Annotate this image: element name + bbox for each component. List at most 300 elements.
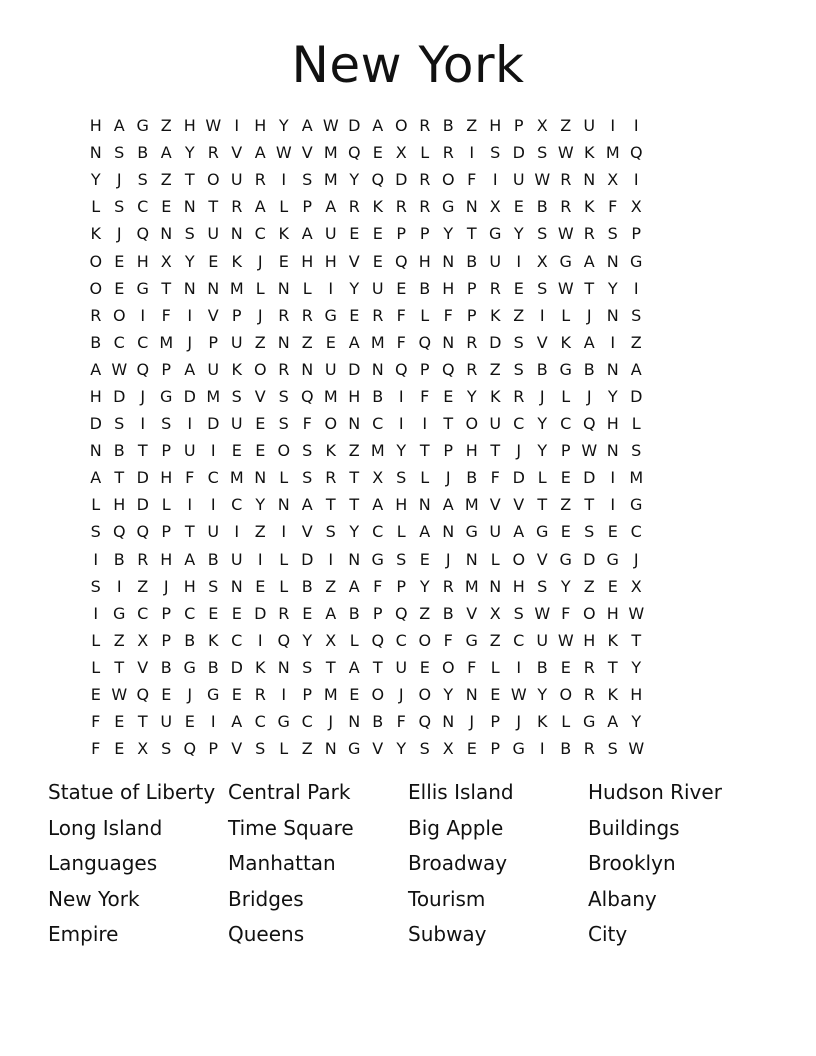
grid-letter: Q (300, 386, 314, 406)
grid-letter: L (631, 414, 641, 434)
grid-letter: I (281, 522, 287, 542)
grid-letter: D (207, 414, 220, 434)
grid-letter: A (372, 495, 384, 515)
grid-letter: C (137, 197, 149, 217)
grid-letter: A (442, 495, 454, 515)
grid-letter: E (302, 603, 313, 623)
grid-letter: R (348, 197, 360, 217)
grid-letter: Y (184, 143, 195, 163)
grid-letter: H (583, 630, 596, 650)
grid-letter: C (184, 603, 196, 623)
grid-letter: Z (160, 170, 172, 190)
grid-letter: K (372, 197, 383, 217)
grid-letter: P (161, 603, 172, 623)
grid-row (84, 329, 732, 356)
grid-letter: V (301, 143, 313, 163)
grid-letter: U (512, 170, 525, 190)
grid-letter: S (396, 468, 407, 488)
word-list-item: City (588, 922, 628, 947)
grid-letter: S (513, 332, 524, 352)
grid-letter: N (277, 495, 290, 515)
grid-letter: C (395, 630, 407, 650)
grid-letter: X (395, 143, 407, 163)
grid-letter: C (254, 224, 266, 244)
grid-letter: S (161, 414, 172, 434)
grid-letter: E (443, 386, 454, 406)
grid-letter: I (140, 305, 146, 325)
grid-letter: U (371, 278, 384, 298)
grid-letter: D (183, 386, 196, 406)
grid-letter: H (418, 251, 431, 271)
grid-letter: Y (631, 657, 642, 677)
grid-letter: C (513, 414, 525, 434)
grid-letter: Z (560, 116, 572, 136)
grid-letter: M (370, 332, 385, 352)
grid-letter: V (348, 251, 360, 271)
grid-letter: H (89, 116, 102, 136)
grid-letter: M (323, 143, 338, 163)
grid-row (84, 735, 732, 762)
grid-letter: I (210, 441, 216, 461)
grid-letter: W (557, 224, 574, 244)
grid-letter: S (114, 197, 125, 217)
grid-letter: N (230, 224, 243, 244)
grid-letter: X (630, 197, 642, 217)
grid-letter: V (301, 522, 313, 542)
grid-letter: X (137, 630, 149, 650)
grid-letter: T (137, 712, 148, 732)
grid-letter: P (466, 305, 477, 325)
grid-letter: A (90, 359, 102, 379)
grid-letter: W (111, 685, 128, 705)
grid-letter: B (207, 549, 219, 569)
grid-letter: Z (583, 576, 595, 596)
grid-letter: Y (278, 116, 289, 136)
grid-letter: U (207, 224, 220, 244)
grid-letter: L (279, 549, 289, 569)
grid-letter: Y (349, 522, 360, 542)
grid-letter: R (254, 685, 266, 705)
grid-letter: Y (537, 441, 548, 461)
grid-letter: E (114, 739, 125, 759)
grid-letter: X (536, 116, 548, 136)
grid-letter: I (610, 495, 616, 515)
grid-letter: P (490, 739, 501, 759)
grid-letter: P (513, 116, 524, 136)
grid-row (84, 112, 732, 139)
grid-letter: O (559, 685, 573, 705)
grid-letter: Q (136, 522, 150, 542)
grid-letter: J (633, 549, 639, 569)
grid-letter: A (184, 359, 196, 379)
grid-letter: G (630, 251, 643, 271)
grid-letter: B (372, 386, 384, 406)
grid-row (84, 247, 732, 274)
grid-letter: I (398, 386, 404, 406)
grid-letter: Q (394, 603, 408, 623)
grid-letter: Q (136, 359, 150, 379)
grid-letter: P (161, 630, 172, 650)
grid-letter: U (160, 712, 173, 732)
grid-letter: T (349, 468, 360, 488)
grid-letter: I (610, 116, 616, 136)
grid-letter: I (328, 278, 334, 298)
grid-letter: D (489, 332, 502, 352)
letter-grid (84, 112, 732, 762)
grid-letter: K (255, 657, 266, 677)
grid-letter: Q (371, 630, 385, 650)
grid-letter: P (208, 332, 219, 352)
grid-letter: T (184, 522, 195, 542)
grid-letter: G (559, 549, 572, 569)
grid-letter: I (422, 414, 428, 434)
grid-row (84, 600, 732, 627)
word-list-item: Manhattan (228, 851, 336, 876)
grid-letter: M (229, 278, 244, 298)
grid-letter: P (466, 278, 477, 298)
grid-letter: K (231, 251, 242, 271)
grid-letter: N (183, 278, 196, 298)
grid-letter: O (512, 549, 526, 569)
grid-letter: F (396, 332, 406, 352)
grid-letter: L (91, 657, 101, 677)
grid-letter: K (231, 359, 242, 379)
grid-letter: P (560, 441, 571, 461)
grid-letter: N (324, 739, 337, 759)
grid-letter: Y (184, 251, 195, 271)
grid-letter: F (91, 739, 101, 759)
grid-letter: S (396, 549, 407, 569)
grid-letter: M (323, 170, 338, 190)
grid-letter: G (606, 549, 619, 569)
grid-letter: R (442, 143, 454, 163)
grid-letter: N (277, 278, 290, 298)
grid-letter: V (137, 657, 149, 677)
grid-letter: S (255, 739, 266, 759)
grid-letter: Q (277, 630, 291, 650)
grid-letter: U (324, 359, 337, 379)
grid-letter: N (277, 332, 290, 352)
grid-letter: A (419, 522, 431, 542)
word-list-item: Empire (48, 922, 119, 947)
grid-letter: E (278, 251, 289, 271)
grid-letter: L (561, 386, 571, 406)
grid-letter: O (253, 359, 267, 379)
grid-row (84, 193, 732, 220)
grid-letter: T (184, 170, 195, 190)
grid-letter: N (89, 441, 102, 461)
grid-letter: S (302, 170, 313, 190)
grid-letter: S (184, 224, 195, 244)
grid-letter: R (583, 739, 595, 759)
grid-letter: Q (136, 685, 150, 705)
grid-letter: B (207, 657, 219, 677)
grid-letter: Z (254, 332, 266, 352)
grid-letter: I (281, 685, 287, 705)
grid-letter: Y (466, 386, 477, 406)
word-list-item: Queens (228, 922, 305, 947)
grid-letter: S (513, 359, 524, 379)
grid-letter: S (537, 224, 548, 244)
grid-letter: B (90, 332, 102, 352)
grid-letter: X (607, 170, 619, 190)
grid-letter: E (560, 468, 571, 488)
grid-letter: J (116, 170, 122, 190)
grid-letter: W (322, 116, 339, 136)
grid-letter: P (161, 359, 172, 379)
grid-letter: E (466, 739, 477, 759)
grid-letter: W (534, 603, 551, 623)
grid-letter: B (536, 359, 548, 379)
grid-letter: S (90, 522, 101, 542)
grid-row (84, 437, 732, 464)
grid-letter: M (370, 441, 385, 461)
grid-letter: F (161, 305, 171, 325)
grid-letter: H (606, 414, 619, 434)
grid-letter: R (466, 359, 478, 379)
grid-letter: W (628, 739, 645, 759)
grid-letter: E (513, 197, 524, 217)
grid-letter: N (207, 278, 220, 298)
word-list-item: Buildings (588, 815, 680, 840)
grid-letter: G (183, 657, 196, 677)
grid-letter: J (398, 685, 404, 705)
grid-letter: Z (113, 630, 125, 650)
grid-letter: N (442, 712, 455, 732)
grid-letter: F (443, 305, 453, 325)
grid-letter: E (372, 143, 383, 163)
grid-letter: Y (631, 712, 642, 732)
grid-letter: S (631, 305, 642, 325)
grid-letter: V (513, 495, 525, 515)
grid-letter: V (231, 143, 243, 163)
grid-letter: E (607, 576, 618, 596)
grid-letter: H (183, 116, 196, 136)
grid-letter: Y (607, 386, 618, 406)
grid-letter: F (396, 305, 406, 325)
grid-letter: S (607, 739, 618, 759)
grid-letter: Z (419, 603, 431, 623)
grid-letter: E (231, 603, 242, 623)
grid-letter: I (257, 630, 263, 650)
grid-letter: A (372, 116, 384, 136)
grid-letter: A (583, 251, 595, 271)
grid-letter: Q (394, 359, 408, 379)
grid-letter: F (185, 468, 195, 488)
grid-letter: A (160, 143, 172, 163)
grid-letter: B (348, 603, 360, 623)
grid-letter: R (583, 657, 595, 677)
grid-letter: Q (347, 143, 361, 163)
grid-letter: W (534, 170, 551, 190)
grid-letter: S (607, 224, 618, 244)
grid-letter: E (161, 197, 172, 217)
word-list-item: Central Park (228, 780, 351, 804)
grid-letter: X (325, 630, 337, 650)
grid-letter: O (441, 657, 455, 677)
grid-letter: U (230, 549, 243, 569)
grid-letter: R (207, 143, 219, 163)
grid-letter: A (231, 712, 243, 732)
grid-letter: X (536, 251, 548, 271)
grid-letter: I (492, 170, 498, 190)
grid-letter: E (560, 657, 571, 677)
grid-letter: G (277, 712, 290, 732)
grid-letter: Z (489, 359, 501, 379)
grid-letter: S (325, 522, 336, 542)
grid-letter: P (396, 576, 407, 596)
grid-letter: T (490, 441, 501, 461)
grid-letter: V (207, 305, 219, 325)
grid-letter: C (137, 332, 149, 352)
grid-letter: T (584, 278, 595, 298)
grid-letter: T (137, 441, 148, 461)
grid-row (84, 220, 732, 247)
grid-letter: L (91, 495, 101, 515)
grid-letter: B (184, 630, 196, 650)
grid-letter: T (114, 468, 125, 488)
grid-letter: M (464, 576, 479, 596)
grid-letter: H (324, 251, 337, 271)
grid-letter: S (537, 143, 548, 163)
grid-letter: C (372, 522, 384, 542)
grid-letter: S (537, 278, 548, 298)
grid-letter: J (163, 576, 169, 596)
grid-letter: K (278, 224, 289, 244)
grid-letter: S (278, 386, 289, 406)
grid-letter: I (633, 116, 639, 136)
grid-letter: N (183, 197, 196, 217)
grid-letter: L (302, 278, 312, 298)
grid-letter: F (608, 197, 618, 217)
grid-letter: K (584, 197, 595, 217)
grid-letter: B (113, 441, 125, 461)
grid-letter: X (372, 468, 384, 488)
grid-letter: D (230, 657, 243, 677)
grid-letter: I (187, 495, 193, 515)
grid-letter: L (561, 712, 571, 732)
grid-letter: L (279, 197, 289, 217)
grid-letter: S (114, 414, 125, 434)
grid-letter: Y (560, 576, 571, 596)
grid-row (84, 166, 732, 193)
grid-letter: B (113, 549, 125, 569)
grid-letter: I (516, 657, 522, 677)
grid-letter: L (279, 576, 289, 596)
grid-letter: C (231, 495, 243, 515)
grid-letter: H (395, 495, 408, 515)
grid-letter: K (490, 305, 501, 325)
grid-letter: B (442, 116, 454, 136)
grid-letter: J (187, 332, 193, 352)
grid-letter: U (395, 657, 408, 677)
grid-letter: R (325, 468, 337, 488)
grid-row (84, 410, 732, 437)
grid-letter: J (539, 386, 545, 406)
word-list-item: Tourism (408, 886, 486, 911)
grid-letter: I (539, 305, 545, 325)
grid-letter: B (583, 359, 595, 379)
grid-letter: S (302, 657, 313, 677)
grid-letter: V (231, 739, 243, 759)
grid-letter: A (348, 576, 360, 596)
grid-letter: P (302, 685, 313, 705)
grid-letter: P (419, 224, 430, 244)
word-list-item: Time Square (228, 815, 354, 840)
grid-letter: J (328, 712, 334, 732)
grid-letter: C (254, 712, 266, 732)
grid-letter: S (513, 603, 524, 623)
grid-row (84, 139, 732, 166)
grid-letter: W (581, 441, 598, 461)
grid-letter: X (489, 603, 501, 623)
grid-letter: Y (443, 685, 454, 705)
grid-letter: M (323, 685, 338, 705)
grid-letter: E (349, 224, 360, 244)
grid-letter: U (489, 251, 502, 271)
grid-letter: Y (443, 224, 454, 244)
grid-letter: I (116, 576, 122, 596)
word-list-item: Subway (408, 922, 487, 947)
grid-letter: A (583, 332, 595, 352)
grid-letter: L (490, 657, 500, 677)
grid-letter: I (187, 305, 193, 325)
word-list-item: Long Island (48, 815, 163, 840)
grid-letter: G (113, 603, 126, 623)
grid-letter: G (207, 685, 220, 705)
grid-letter: G (465, 522, 478, 542)
grid-letter: O (277, 441, 291, 461)
grid-letter: Y (607, 278, 618, 298)
grid-letter: G (324, 305, 337, 325)
grid-letter: N (160, 224, 173, 244)
grid-row (84, 275, 732, 302)
grid-letter: T (443, 414, 454, 434)
grid-letter: S (537, 576, 548, 596)
grid-letter: P (161, 522, 172, 542)
grid-letter: R (254, 170, 266, 190)
grid-letter: Y (90, 170, 101, 190)
grid-letter: N (348, 414, 361, 434)
grid-letter: T (325, 495, 336, 515)
grid-letter: I (539, 739, 545, 759)
grid-letter: N (418, 495, 431, 515)
grid-letter: G (559, 359, 572, 379)
grid-letter: E (114, 278, 125, 298)
grid-letter: B (160, 657, 172, 677)
grid-row (84, 546, 732, 573)
grid-letter: A (513, 522, 525, 542)
grid-letter: K (607, 685, 618, 705)
grid-letter: T (607, 657, 618, 677)
grid-letter: I (633, 278, 639, 298)
grid-letter: I (633, 170, 639, 190)
word-list-item: Brooklyn (588, 851, 676, 876)
grid-letter: Z (348, 441, 360, 461)
grid-letter: L (349, 630, 359, 650)
grid-letter: L (420, 468, 430, 488)
grid-letter: Y (537, 414, 548, 434)
grid-letter: P (419, 359, 430, 379)
grid-letter: N (606, 251, 619, 271)
grid-letter: I (281, 170, 287, 190)
grid-letter: J (445, 468, 451, 488)
grid-letter: R (372, 305, 384, 325)
grid-letter: N (465, 197, 478, 217)
grid-letter: S (231, 386, 242, 406)
grid-letter: D (89, 414, 102, 434)
grid-letter: U (230, 170, 243, 190)
